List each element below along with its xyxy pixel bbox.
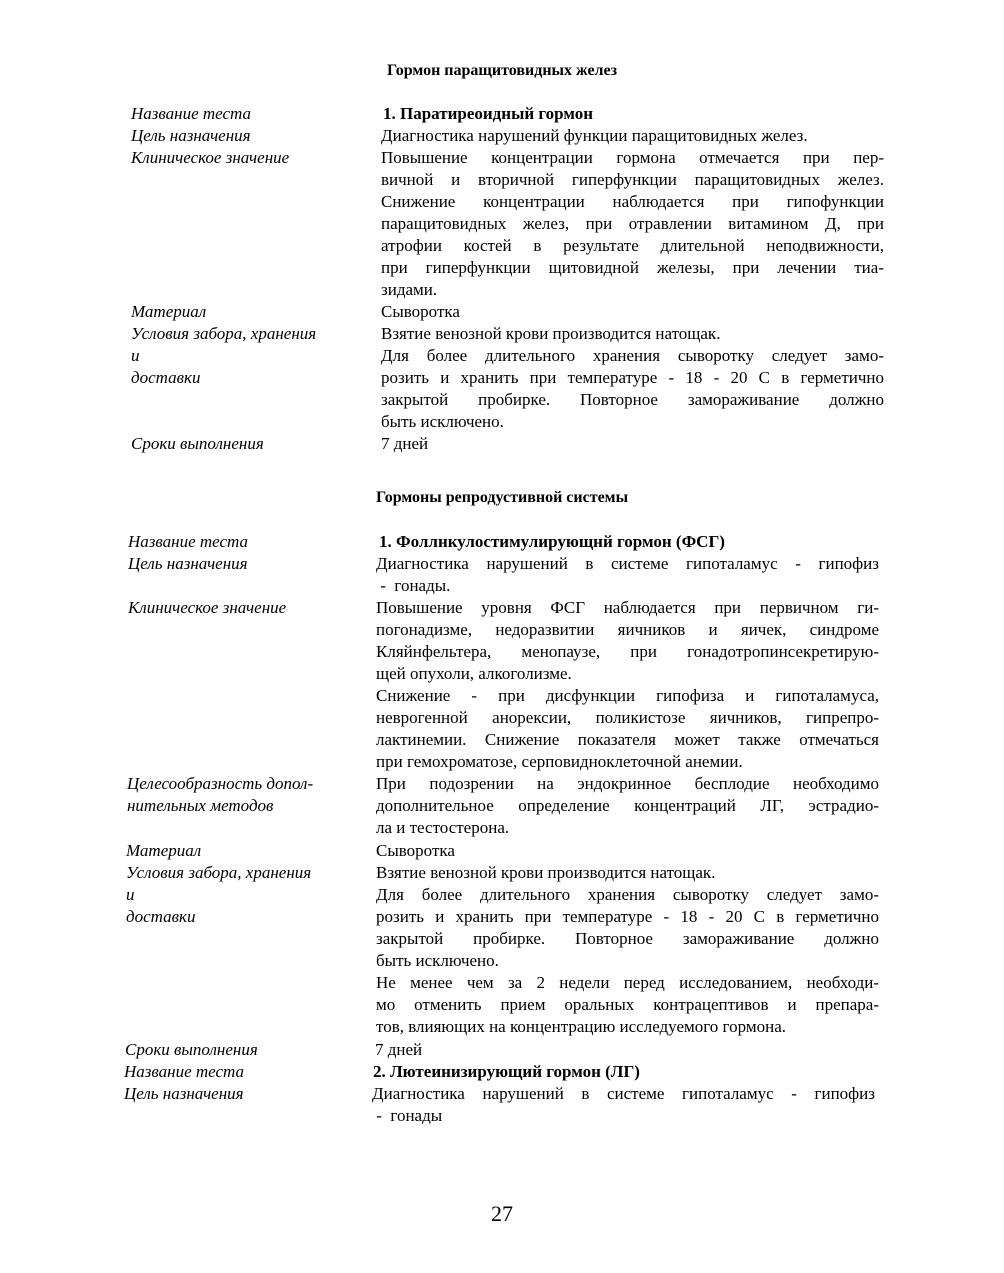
text-line: мо отменить прием оральных контрацептивов и препара- xyxy=(376,995,879,1014)
purpose-text: Диагностика нарушений функции паращитовидных желез. xyxy=(381,126,808,145)
text-line: Кляйнфельтера, менопаузе, при гонадотропинсекретирую- xyxy=(376,642,879,661)
label-terms: Сроки выполнения xyxy=(125,1040,258,1059)
text-line: - гонады xyxy=(372,1106,443,1125)
text-line: атрофии костей в результате длительной неподвижности, xyxy=(381,236,884,255)
text-line: вичной и вторичной гиперфункции паращитовидных желез. xyxy=(381,170,884,189)
text-line: Повышение концентрации гормона отмечается при пер- xyxy=(381,148,884,167)
label-line: и xyxy=(126,885,135,904)
label-line: и xyxy=(131,346,140,365)
text-line: закрытой пробирке. Повторное замораживание должно xyxy=(376,929,879,948)
text-line: при гемохроматозе, серповидноклеточной анемии. xyxy=(376,752,743,771)
section-heading-reproductive: Гормоны репродустивной системы xyxy=(375,489,629,506)
terms-text: 7 дней xyxy=(381,434,429,453)
label-test-name: Название теста xyxy=(128,532,249,551)
label-terms: Сроки выполнения xyxy=(131,434,264,453)
text-line: Взятие венозной крови производится натощак. xyxy=(376,863,716,882)
text-line: лактинемии. Снижение показателя может также отмечаться xyxy=(376,730,879,749)
text-line: Диагностика нарушений в системе гипоталамус - гипофиз xyxy=(372,1084,875,1103)
text-line: быть исключено. xyxy=(381,412,504,431)
label-clinical: Клиническое значение xyxy=(131,148,290,167)
text-line: Повышение уровня ФСГ наблюдается при первичном ги- xyxy=(376,598,879,617)
text-line: дополнительное определение концентраций ЛГ, эстрадио- xyxy=(376,796,879,815)
text-line: тов, влияющих на концентрацию исследуемого гормона. xyxy=(376,1017,786,1036)
label-line: доставки xyxy=(131,368,201,387)
label-test-name: Название теста xyxy=(124,1062,245,1081)
text-line: Снижение - при дисфункции гипофиза и гипоталамуса, xyxy=(376,686,879,705)
label-test-name: Название теста xyxy=(131,104,252,123)
label-conditions xyxy=(126,862,311,928)
text-line: быть исключено. xyxy=(376,951,499,970)
label-line: Условия забора, хранения xyxy=(126,863,312,882)
text-line: неврогенной анорексии, поликистозе яичников, гипрепро- xyxy=(376,708,879,727)
label-line: доставки xyxy=(126,907,196,926)
clinical-text xyxy=(381,147,884,301)
text-line: розить и хранить при температуре - 18 - 20 С в герметично xyxy=(376,907,879,926)
text-line: щей опухоли, алкоголизме. xyxy=(376,664,572,683)
text-line: Снижение концентрации наблюдается при гипофункции xyxy=(381,192,884,211)
conditions-text xyxy=(381,323,884,433)
label-purpose: Цель назначения xyxy=(124,1084,244,1103)
material-text: Сыворотка xyxy=(381,302,460,321)
label-conditions xyxy=(131,323,316,389)
purpose-text xyxy=(376,553,879,597)
label-purpose: Цель назначения xyxy=(128,554,248,573)
text-line: закрытой пробирке. Повторное замораживание должно xyxy=(381,390,884,409)
material-text: Сыворотка xyxy=(376,841,455,860)
text-line: при гиперфункции щитовидной железы, при лечении тиа- xyxy=(381,258,884,277)
test-name: 1. Фоллнкулостимулирующнй гормон (ФСГ) xyxy=(379,532,725,551)
text-line: ла и тестостерона. xyxy=(376,818,510,837)
label-line: Условия забора, хранения xyxy=(131,324,317,343)
text-line: Взятие венозной крови производится натощак. xyxy=(381,324,721,343)
conditions-text xyxy=(376,862,879,1038)
text-line: Не менее чем за 2 недели перед исследованием, необходи- xyxy=(376,973,879,992)
text-line: розить и хранить при температуре - 18 - 20 С в герметично xyxy=(381,368,884,387)
text-line: зидами. xyxy=(381,280,438,299)
label-line: нительных методов xyxy=(127,796,274,815)
text-line: Для более длительного хранения сыворотку следует замо- xyxy=(376,885,879,904)
section-heading-parathyroid: Гормон паращитовидных желез xyxy=(386,62,618,79)
label-line: Целесообразность допол- xyxy=(127,774,314,793)
additional-methods-text xyxy=(376,773,879,839)
label-material: Материал xyxy=(131,302,207,321)
text-line: Для более длительного хранения сыворотку следует замо- xyxy=(381,346,884,365)
label-clinical: Клиническое значение xyxy=(128,598,287,617)
terms-text: 7 дней xyxy=(375,1040,423,1059)
text-line: Диагностика нарушений в системе гипоталамус - гипофиз xyxy=(376,554,879,573)
label-additional-methods xyxy=(127,773,313,817)
text-line: При подозрении на эндокринное бесплодие необходимо xyxy=(376,774,879,793)
text-line: погонадизме, недоразвитии яичников и яичек, синдроме xyxy=(376,620,879,639)
page-number: 27 xyxy=(491,1201,513,1226)
text-line: паращитовидных желез, при отравлении витамином Д, при xyxy=(381,214,884,233)
text-line: - гонады. xyxy=(376,576,451,595)
test2-name: 2. Лютеинизирующий гормон (ЛГ) xyxy=(373,1062,640,1081)
test-name: 1. Паратиреоидный гормон xyxy=(383,104,594,123)
clinical-text xyxy=(376,597,879,773)
label-material: Материал xyxy=(126,841,202,860)
label-purpose: Цель назначения xyxy=(131,126,251,145)
purpose2-text xyxy=(372,1083,875,1127)
